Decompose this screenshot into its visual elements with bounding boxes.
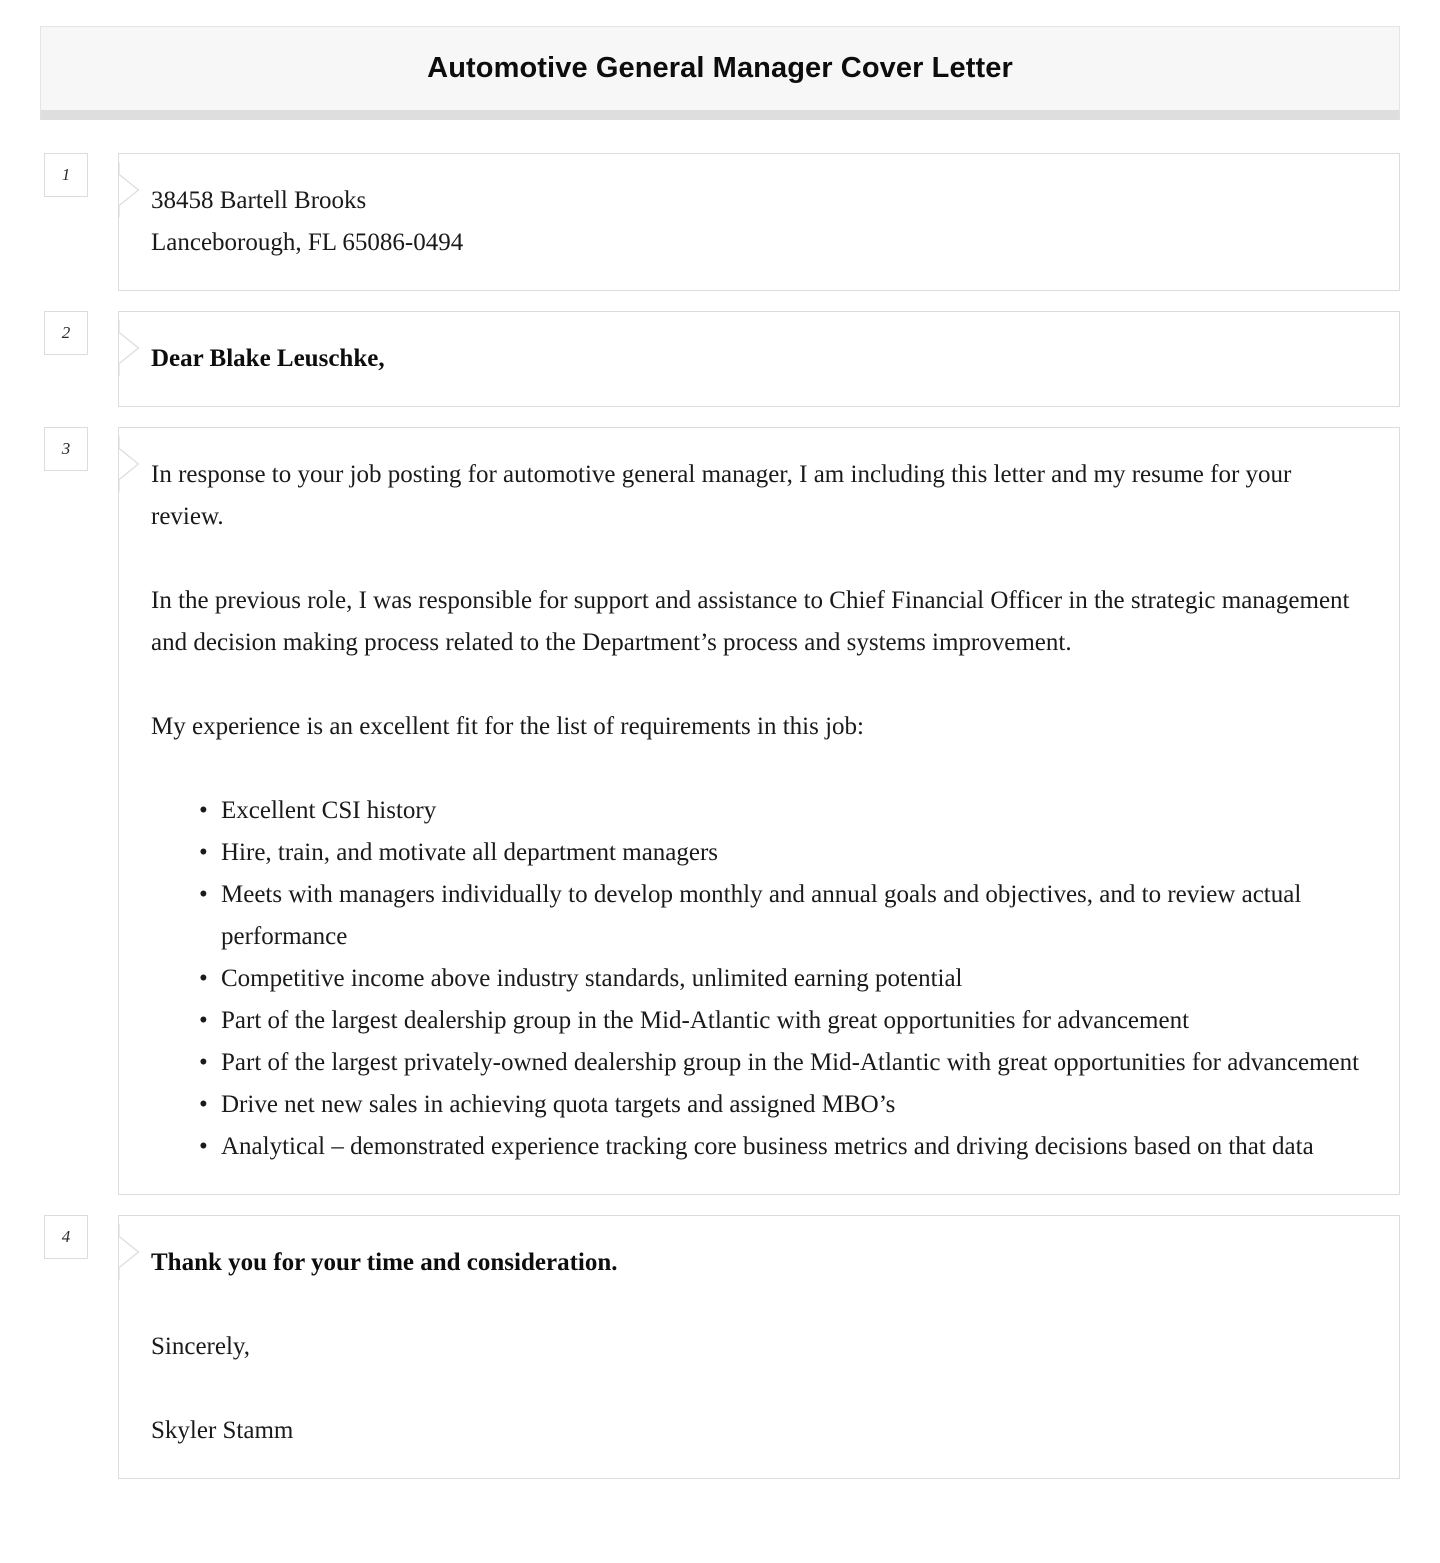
list-item: • Competitive income above industry standards, unlimited earning potential: [203, 958, 1369, 1000]
section-number-badge: 4: [44, 1215, 88, 1259]
body-paragraph: In response to your job posting for automotive general manager, I am including this letter and my resume for your review.: [151, 461, 1292, 530]
salutation-text: Dear Blake Leuschke,: [151, 345, 385, 372]
closing-signature: Skyler Stamm: [151, 1417, 294, 1444]
address-line: 38458 Bartell Brooks: [151, 187, 367, 214]
page-title: Automotive General Manager Cover Letter: [427, 52, 1013, 84]
section-panel[interactable]: [118, 311, 1400, 407]
section-panel[interactable]: [118, 1215, 1400, 1479]
section-list: [0, 153, 1440, 1479]
section-number-badge: 1: [44, 153, 88, 197]
document-page: [0, 26, 1440, 1479]
closing-thanks: Thank you for your time and consideration.: [151, 1249, 618, 1276]
list-item: • Part of the largest dealership group in the Mid-Atlantic with great opportunities for advancement: [203, 1000, 1369, 1042]
section-number-badge: 3: [44, 427, 88, 471]
section-body: [40, 427, 1400, 1195]
list-item: • Excellent CSI history: [203, 790, 1369, 832]
section-salutation: [40, 311, 1400, 407]
section-closing: [40, 1215, 1400, 1479]
body-paragraph: My experience is an excellent fit for the list of requirements in this job:: [151, 713, 864, 740]
panel-notch-icon: [118, 436, 146, 492]
section-panel[interactable]: [118, 427, 1400, 1195]
body-paragraph: In the previous role, I was responsible for support and assistance to Chief Financial Officer in the strategic management and decision making process related to the Department’s process and systems improvement.: [151, 587, 1350, 656]
list-item: • Hire, train, and motivate all department managers: [203, 832, 1369, 874]
panel-notch-icon: [118, 320, 146, 376]
requirements-list: [151, 790, 1369, 1168]
list-item: • Part of the largest privately-owned dealership group in the Mid-Atlantic with great opportunities for advancement: [203, 1042, 1369, 1084]
panel-notch-icon: [118, 162, 146, 218]
address-line: Lanceborough, FL 65086-0494: [151, 229, 464, 256]
closing-signoff: Sincerely,: [151, 1333, 251, 1360]
list-item: • Drive net new sales in achieving quota targets and assigned MBO’s: [203, 1084, 1369, 1126]
section-panel[interactable]: [118, 153, 1400, 291]
list-item: • Meets with managers individually to develop monthly and annual goals and objectives, and to review actual performance: [203, 874, 1369, 958]
document-header: [40, 26, 1400, 120]
section-number-badge: 2: [44, 311, 88, 355]
panel-notch-icon: [118, 1224, 146, 1280]
section-address: [40, 153, 1400, 291]
list-item: • Analytical – demonstrated experience tracking core business metrics and driving decisions based on that data: [203, 1126, 1369, 1168]
